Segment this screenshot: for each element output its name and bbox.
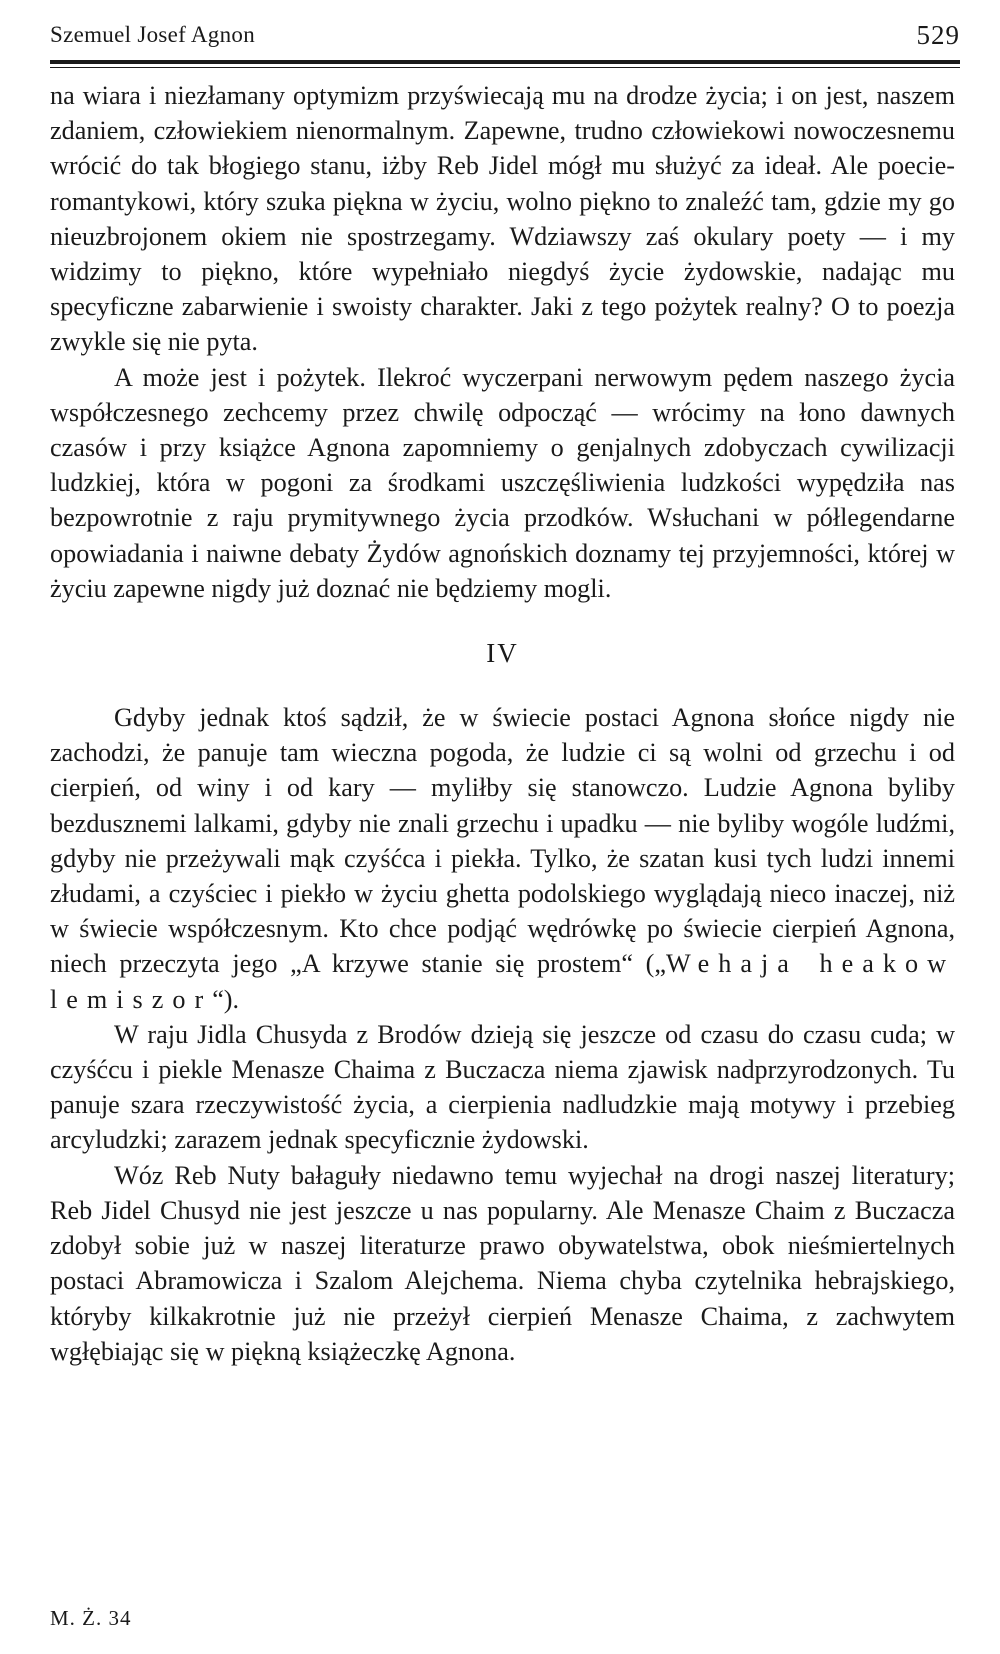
header-rule-thick [50, 60, 960, 64]
section-heading: IV [486, 638, 519, 669]
body-text [50, 78, 955, 1369]
page-number: 529 [916, 20, 960, 50]
paragraph-3-end: “). [212, 984, 240, 1014]
paragraph-3-text: Gdyby jednak ktoś sądził, że w świecie postaci Agnona słońce nigdy nie zachodzi, że panuje tam wieczna pogoda, że ludzie ci są wolni od grzechu i od cierpień, od winy i od kary — myliłby się stanowczo. Ludzie Agnona byliby bezdusznemi lalkami, gdyby nie znali grzechu i upadku — nie byliby wogóle ludźmi, gdyby nie przeżywali mąk czyśćca i piekła. Tylko, że szatan kusi tych ludzi innemi złudami, a czyściec i piekło w życiu ghetta podolskiego wyglądają nieco inaczej, niż w świecie współczesnym. Kto chce podjąć wędrówkę po świecie cierpień Agnona, niech przeczyta jego „A krzywe stanie się prostem“ („ [50, 703, 955, 979]
header-rule-thin [50, 67, 960, 68]
paragraph-3 [50, 700, 955, 1017]
spaced-title: Wehaja heakow lemiszor [50, 949, 955, 1014]
running-head-author: Szemuel Josef Agnon [50, 22, 256, 47]
paragraph-5: Wóz Reb Nuty bałaguły niedawno temu wyjechał na drogi naszej literatury; Reb Jidel Chusyd nie jest jeszcze u nas popularny. Ale Menasze Chaim z Buczacza zdobył sobie już w naszej literaturze prawo obywatelstwa, obok nieśmiertelnych postaci Abramowicza i Szalom Alejchema. Niema chyba czytelnika hebrajskiego, któryby kilkakrotnie już nie przeżył cierpień Menasze Chaima, z zachwytem wgłębiając się w piękną książeczkę Agnona. [50, 1160, 955, 1366]
paragraph-1: na wiara i niezłamany optymizm przyświecają mu na drodze życia; i on jest, naszem zdaniem, człowiekiem nienormalnym. Zapewne, trudno człowiekowi nowoczesnemu wrócić do tak błogiego stanu, iżby Reb Jidel mógł mu służyć za ideał. Ale poecie-romantykowi, który szuka piękna w życiu, wolno piękno to znaleźć tam, gdzie my go nieuzbrojonem okiem nie spostrzegamy. Wdziawszy zaś okulary poety — i my widzimy to piękno, które wypełniało niegdyś życie żydowskie, nadając mu specyficzne zabarwienie i swoisty charakter. Jaki z tego pożytek realny? O to poezja zwykle się nie pyta. [50, 81, 955, 357]
paragraph-4: W raju Jidla Chusyda z Brodów dzieją się jeszcze od czasu do czasu cuda; w czyśćcu i piekle Menasze Chaima z Buczacza niema zjawisk nadprzyrodzonych. Tu panuje szara rzeczywistość życia, a cierpienia nadludzkie mają motywy i przebieg arcyludzki; zarazem jednak specyficznie żydowski. [50, 1019, 955, 1155]
paragraph-2: A może jest i pożytek. Ilekroć wyczerpani nerwowym pędem naszego życia współczesnego zechcemy przez chwilę odpocząć — wrócimy na łono dawnych czasów i przy książce Agnona zapomniemy o genjalnych zdobyczach cywilizacji ludzkiej, która w pogoni za środkami uszczęśliwienia ludzkości wypędziła nas bezpowrotnie z raju prymitywnego życia przodków. Wsłuchani w półlegendarne opowiadania i naiwne debaty Żydów agnońskich doznamy tej przyjemności, której w życiu zapewne nigdy już doznać nie będziemy mogli. [50, 362, 955, 603]
running-head [50, 22, 960, 58]
printer-signature: M. Ż. 34 [50, 1606, 132, 1630]
